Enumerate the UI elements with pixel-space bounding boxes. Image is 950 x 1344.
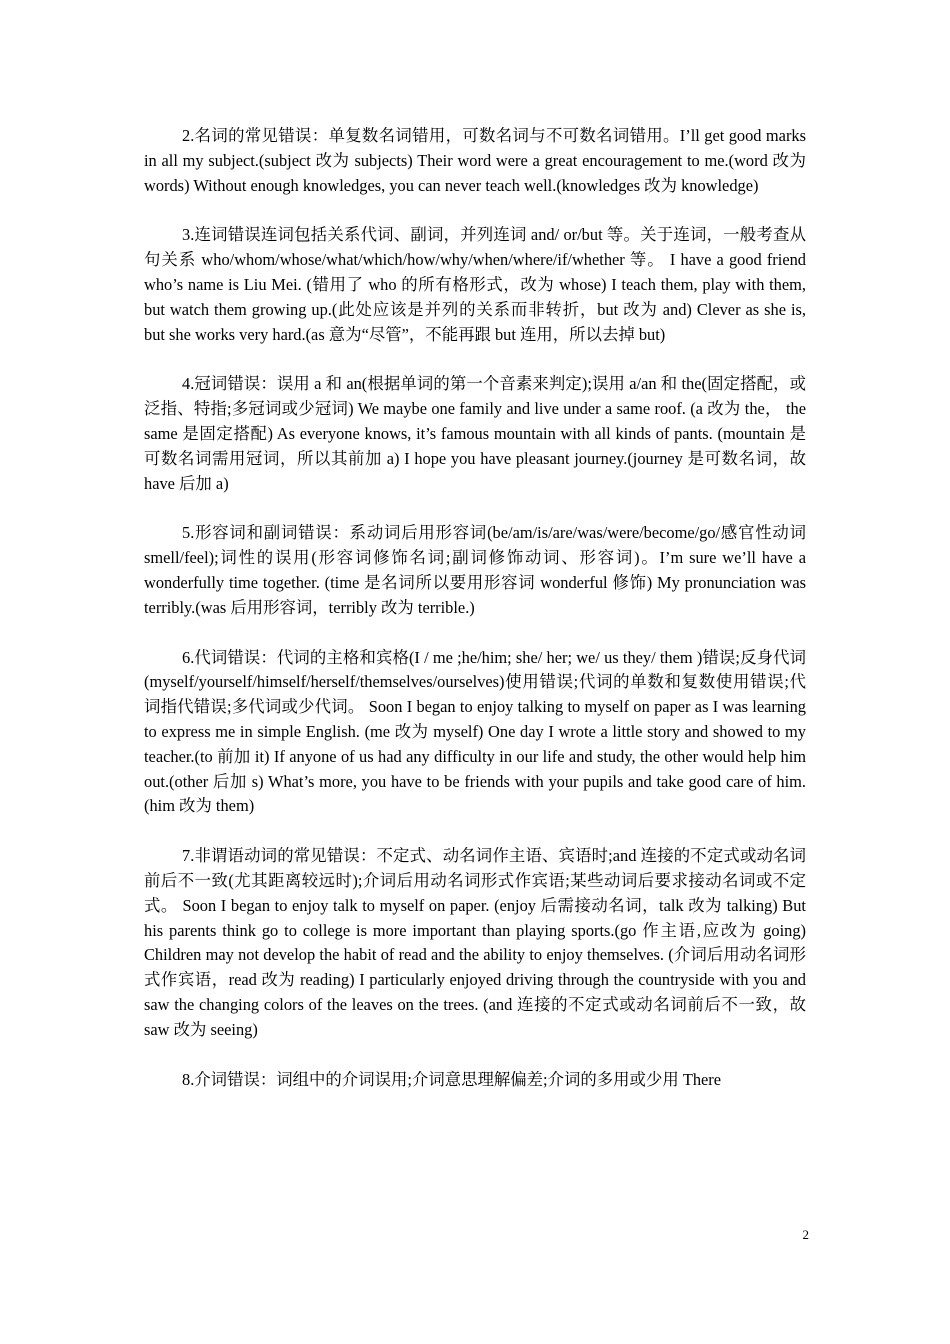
paragraph-noun-errors: 2.名词的常见错误：单复数名词错用，可数名词与不可数名词错用。I’ll get good marks in all my subject.(subject 改为 subjects) Their word were a great encouragement to me.(word 改为 words) Without enough knowledges, you can never teach well.(knowledges 改为 knowledge) — [144, 126, 806, 195]
paragraph-conjunction-errors: 3.连词错误连词包括关系代词、副词，并列连词 and/ or/but 等。关于连词，一般考查从句关系 who/whom/whose/what/which/how/why/when/where/if/whether 等。 I have a good friend who’s name is Liu Mei. (错用了 who 的所有格形式，改为 whose) I teach them, play with them, but watch them growing up.(此处应该是并列的关系而非转折，but 改为 and) Clever as she is, but she works very hard.(as 意为“尽管”，不能再跟 but 连用，所以去掉 but) — [144, 225, 806, 344]
paragraph-nonfinite-verb-errors: 7.非谓语动词的常见错误：不定式、动名词作主语、宾语时;and 连接的不定式或动名词前后不一致(尤其距离较远时);介词后用动名词形式作宾语;某些动词后要求接动名词或不定式。 Soon I began to enjoy talk to myself on paper. (enjoy 后需接动名词，talk 改为 talking) But his parents think go to college is more important than playing sports.(go 作主语,应改为 going) Children may not develop the habit of read and the ability to enjoy themselves. (介词后用动名词形式作宾语，read 改为 reading) I particularly enjoyed driving through the countryside with you and saw the changing colors of the leaves on the trees. (and 连接的不定式或动名词前后不一致，故 saw 改为 seeing) — [144, 846, 806, 1039]
paragraph-article-errors: 4.冠词错误：误用 a 和 an(根据单词的第一个音素来判定);误用 a/an 和 the(固定搭配，或泛指、特指;多冠词或少冠词) We maybe one family and live under a same roof. (a 改为 the， the same 是固定搭配) As everyone knows, it’s famous mountain with all kinds of pants. (mountain 是可数名词需用冠词，所以其前加 a) I hope you have pleasant journey.(journey 是可数名词，故 have 后加 a) — [144, 374, 806, 493]
paragraph-adjective-adverb-errors: 5.形容词和副词错误：系动词后用形容词(be/am/is/are/was/were/become/go/感官性动词 smell/feel);词性的误用(形容词修饰名词;副词修饰动词、形容词)。I’m sure we’ll have a wonderfully time together. (time 是名词所以要用形容词 wonderful 修饰) My pronunciation was terribly.(was 后用形容词，terribly 改为 terrible.) — [144, 523, 806, 617]
paragraph-preposition-errors: 8.介词错误：词组中的介词误用;介词意思理解偏差;介词的多用或少用 There — [182, 1069, 722, 1089]
document-body — [144, 124, 806, 1117]
paragraph-pronoun-errors: 6.代词错误：代词的主格和宾格(I / me ;he/him; she/ her; we/ us they/ them )错误;反身代词(myself/yourself/himself/herself/themselves/ourselves)使用错误;代词的单数和复数使用错误;代词指代错误;多代词或少代词。 Soon I began to enjoy talking to myself on paper as I was learning to express me in simple English. (me 改为 myself) One day I wrote a little story and showed to my teacher.(to 前加 it) If anyone of us had any difficulty in our life and study, the other would help him out.(other 后加 s) What’s more, you have to be friends with your pupils and take good care of him. (him 改为 them) — [144, 647, 806, 816]
page-number: 2 — [802, 1227, 809, 1242]
